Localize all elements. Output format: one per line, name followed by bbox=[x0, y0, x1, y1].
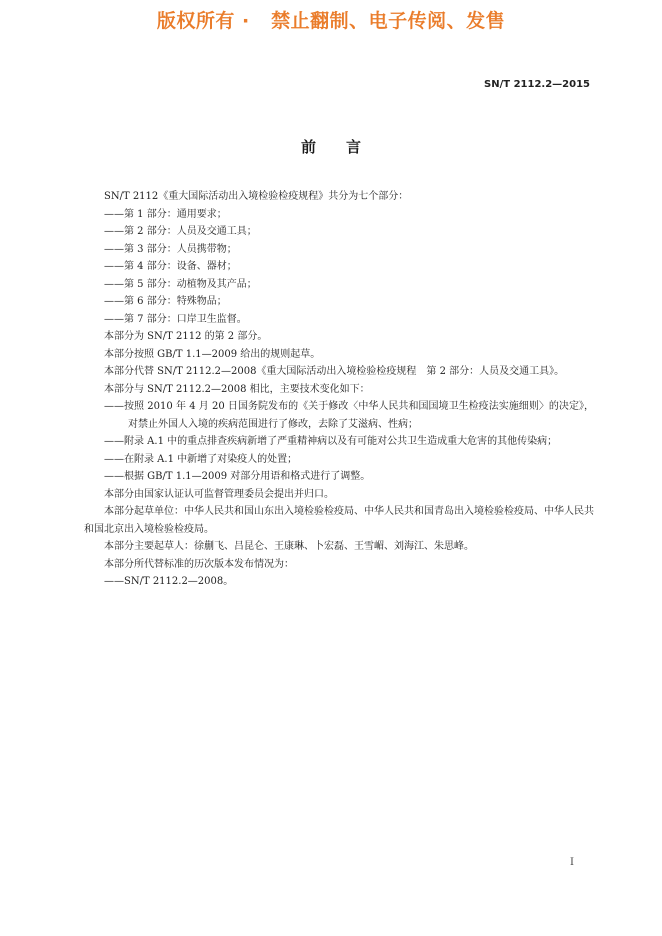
change-item-2: ——附录 A.1 中的重点排查疾病新增了严重精神病以及有可能对公共卫生造成重大危害的其他传染病； bbox=[104, 436, 558, 447]
part-list-item-6: ——第 6 部分：特殊物品； bbox=[104, 296, 227, 307]
intro-paragraph: SN/T 2112《重大国际活动出入境检验检疫规程》共分为七个部分： bbox=[104, 191, 409, 202]
change-item-4: ——根据 GB/T 1.1—2009 对部分用语和格式进行了调整。 bbox=[104, 471, 371, 482]
change-item-3: ——在附录 A.1 中新增了对染疫人的处置； bbox=[104, 453, 298, 465]
drafting-units-statement: 本部分起草单位：中华人民共和国山东出入境检验检疫局、中华人民共和国青岛出入境检验检疫局、中华人民共和国北京出入境检验检疫局。 bbox=[84, 506, 594, 535]
drafters-statement: 本部分主要起草人：徐蒯飞、吕昆仑、王康琳、卜宏磊、王雪嵋、刘海江、朱思峰。 bbox=[104, 541, 474, 552]
part-list-item-7: ——第 7 部分：口岸卫生监督。 bbox=[104, 313, 247, 325]
changes-intro: 本部分与 SN/T 2112.2—2008 相比，主要技术变化如下： bbox=[104, 383, 370, 395]
part-list-item-1: ——第 1 部分：通用要求； bbox=[104, 208, 227, 220]
copyright-watermark: 版权所有 · 禁止翻制、电子传阅、发售 bbox=[156, 10, 506, 32]
part-list-item-4: ——第 4 部分：设备、器材； bbox=[104, 261, 237, 272]
history-item: ——SN/T 2112.2—2008。 bbox=[104, 576, 234, 587]
standard-code: SN/T 2112.2—2015 bbox=[484, 79, 590, 90]
part-list-item-2: ——第 2 部分：人员及交通工具； bbox=[104, 226, 257, 237]
replacement-statement: 本部分代替 SN/T 2112.2—2008《重大国际活动出入境检验检疫规程 第 2 部分：人员及交通工具》。 bbox=[104, 366, 565, 377]
history-intro: 本部分所代替标准的历次版本发布情况为： bbox=[104, 558, 294, 570]
foreword-body bbox=[84, 188, 594, 591]
page-number: I bbox=[570, 857, 574, 868]
part-statement: 本部分为 SN/T 2112 的第 2 部分。 bbox=[104, 331, 268, 342]
part-list-item-3: ——第 3 部分：人员携带物； bbox=[104, 243, 237, 255]
change-item-1: ——按照 2010 年 4 月 20 日国务院发布的《关于修改〈中华人民共和国国境卫生检疫法实施细则〉的决定》，对禁止外国人入境的疾病范围进行了修改，去除了艾滋病、性病； bbox=[104, 401, 594, 430]
part-list-item-5: ——第 5 部分：动植物及其产品； bbox=[104, 278, 257, 290]
proposing-body-statement: 本部分由国家认证认可监督管理委员会提出并归口。 bbox=[104, 488, 334, 500]
page-title: 前言 bbox=[300, 138, 391, 156]
drafting-rules-statement: 本部分按照 GB/T 1.1—2009 给出的规则起草。 bbox=[104, 348, 321, 360]
